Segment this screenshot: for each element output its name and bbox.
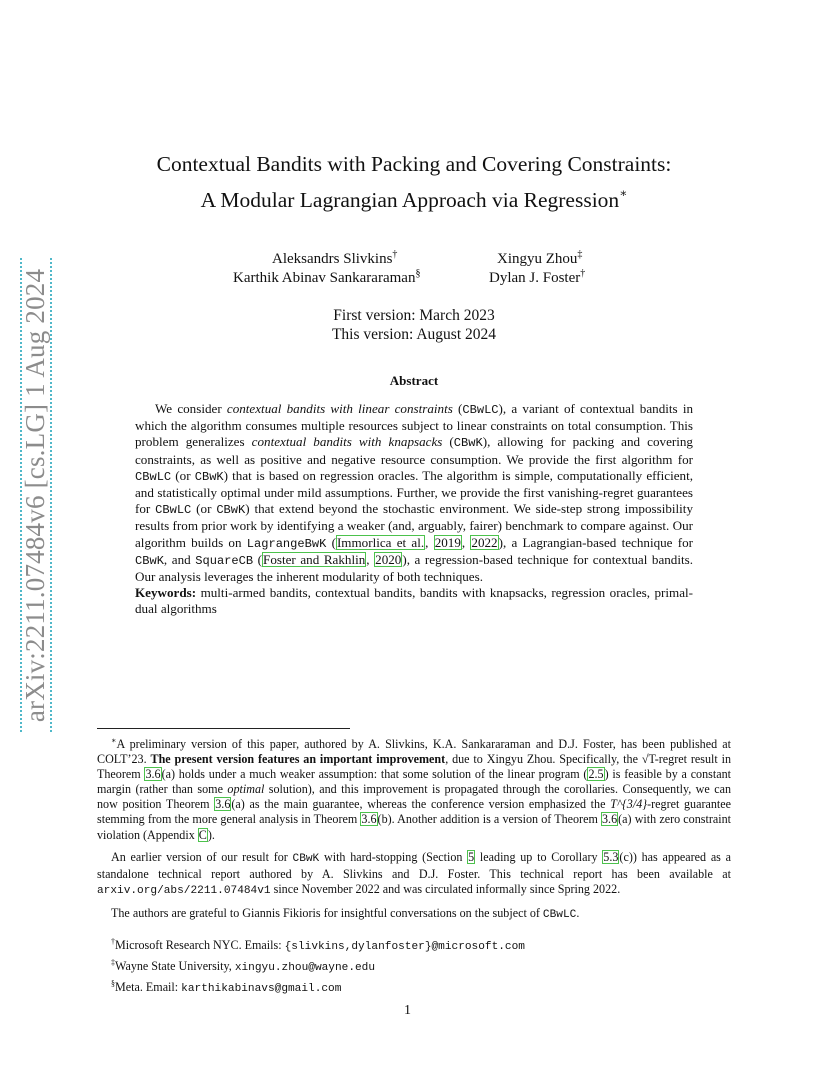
ref-theorem-3-6-link[interactable]: 3.6	[361, 812, 377, 827]
citation-2020-link[interactable]: 2020	[375, 551, 402, 567]
version-dates	[200, 306, 628, 344]
this-version-date: This version: August 2024	[331, 326, 497, 343]
title-line-1: Contextual Bandits with Packing and Covering Constraints:	[156, 152, 672, 176]
t-three-quarters: T^{3/4}	[610, 797, 648, 812]
affiliation-microsoft: †Microsoft Research NYC. Emails: {slivkins,dylanfoster}@microsoft.com	[111, 937, 525, 953]
title-line-2: A Modular Lagrangian Approach via Regression∗	[200, 186, 628, 212]
citation-2019-link[interactable]: 2019	[434, 534, 461, 550]
arxiv-identifier-stamp	[20, 258, 52, 732]
ref-theorem-3-6-link[interactable]: 3.6	[215, 797, 231, 812]
ref-equation-2-5-link[interactable]: 2.5	[588, 767, 604, 782]
author-foster: Dylan J. Foster†	[489, 268, 586, 286]
ref-corollary-5-3-link[interactable]: 5.3	[603, 849, 619, 864]
footnotes	[97, 733, 731, 930]
sqrt-t-symbol: √T	[641, 752, 655, 767]
affiliations	[111, 934, 525, 998]
title-footnote-mark: ∗	[619, 186, 628, 200]
paper-title	[100, 150, 728, 215]
abstract-body	[135, 401, 693, 618]
abstract-paragraph: We consider contextual bandits with linear constraints (CBwLC), a variant of contextual bandits in which the algorithm consumes multiple resources subject to linear constraints on total consumption. This problem generalizes contextual bandits with knapsacks (CBwK), allowing for packing and covering constraints, as well as positive and negative resource consumption. We provide the first algorithm for CBwLC (or CBwK) that is based on regression oracles. The algorithm is simple, computationally efficient, and statistically optimal under mild assumptions. Further, we provide the first vanishing-regret guarantees for CBwLC (or CBwK) that extend beyond the stochastic environment. We side-step strong impossibility results from prior work by identifying a weaker (and, arguably, fairer) benchmark to compare against. Our algorithm builds on LagrangeBwK (Immorlica et al., 2019, 2022), a Lagrangian-based technique for CBwK, and SquareCB (Foster and Rakhlin, 2020), a regression-based technique for contextual bandits. Our analysis leverages the inherent modularity of both techniques.	[135, 401, 694, 585]
citation-immorlica-link[interactable]: Immorlica et al.	[336, 534, 425, 550]
keywords-label: Keywords:	[135, 585, 197, 601]
affiliation-meta: §Meta. Email: karthikabinavs@gmail.com	[111, 979, 342, 996]
ref-theorem-3-6-link[interactable]: 3.6	[145, 767, 161, 782]
author-zhou: Xingyu Zhou‡	[497, 249, 583, 267]
abstract-heading: Abstract	[389, 373, 439, 388]
author-sankararaman: Karthik Abinav Sankararaman§	[233, 268, 421, 286]
first-version-date: First version: March 2023	[333, 307, 495, 324]
author-slivkins: Aleksandrs Slivkins†	[272, 249, 398, 267]
ref-section-5-link[interactable]: 5	[468, 849, 475, 864]
citation-foster-rakhlin-link[interactable]: Foster and Rakhlin	[263, 551, 366, 567]
page-number: 1	[404, 1003, 411, 1018]
arxiv-identifier-text: arXiv:2211.07484v6 [cs.LG] 1 Aug 2024	[20, 268, 51, 722]
footnote-preliminary-version: ∗A preliminary version of this paper, authored by A. Slivkins, K.A. Sankararaman and D.J. Foster, has been published at COLT’23. The present version features an important improvement, due to Xingyu Zhou. Specifically, the √T-regret result in Theorem 3.6(a) holds under a much weaker assumption: that some solution of the linear program (2.5) is feasible by a constant margin (rather than some optimal solution), and this improvement is propagated through the corollaries. Consequently, we can now position Theorem 3.6(a) as the main guarantee, whereas the conference version emphasized the T^{3/4}-regret guarantee stemming from the more general analysis in Theorem 3.6(b). Another addition is a version of Theorem 3.6(a) with zero constraint violation (Appendix C).	[97, 736, 732, 842]
affiliation-wayne-state: ‡Wayne State University, xingyu.zhou@wayne.edu	[111, 958, 376, 975]
footnote-divider	[97, 728, 350, 729]
citation-2022-link[interactable]: 2022	[471, 534, 498, 550]
footnote-acknowledgement: The authors are grateful to Giannis Fikioris for insightful conversations on the subject of CBwLC.	[111, 905, 580, 921]
arxiv-url: arxiv.org/abs/2211.07484v1	[97, 884, 271, 897]
footnote-earlier-version: An earlier version of our result for CBwK with hard-stopping (Section 5 leading up to Corollary 5.3(c)) has appeared as a standalone technical report authored by A. Slivkins and D.J. Foster. This technical report has been available at arxiv.org/abs/2211.07484v1 since November 2022 and was circulated informally since Spring 2022.	[97, 849, 731, 897]
ref-theorem-3-6-link[interactable]: 3.6	[602, 812, 618, 827]
keywords	[135, 585, 693, 617]
ref-appendix-c-link[interactable]: C	[198, 827, 207, 842]
keywords-text: multi-armed bandits, contextual bandits, bandits with knapsacks, regression oracles, primal-dual algorithms	[135, 585, 693, 617]
